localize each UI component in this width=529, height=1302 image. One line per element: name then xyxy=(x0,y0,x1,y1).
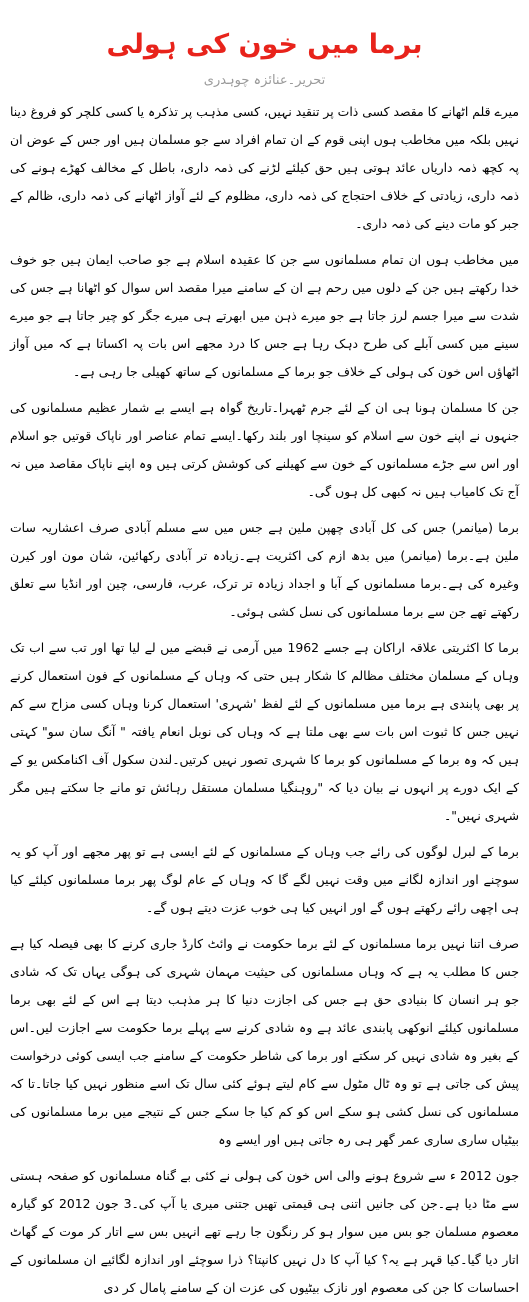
article-paragraph: برما کا اکثریتی علاقہ اراکان ہے جسے 1962 میں آرمی نے قبضے میں لے لیا تھا اور تب سے اب تک وہاں کے مسلمان مختلف مظالم کا شکار ہیں حتی کہ وہاں کے مسلمانوں کے فون استعمال کرنے پر بھی پابندی ہے برما میں مسلمانوں کے لئے لفظ 'شہری' استعمال کرنا وہاں کسی مزاح سے کم نہیں جس کا ثبوت اس بات سے بھی ملتا ہے کہ وہاں کی نوبل انعام یافتہ " آنگ سان سو" کہتی ہیں کہ وہ برما کے مسلمانوں کو برما کا شہری تصور نہیں کرتیں۔لندن سکول آف اکنامکس یو کے کے ایک دورے پر انہوں نے بیان دیا کہ "روہنگیا مسلمان مستقل رہائش تو مانے جا سکتے ہیں مگر شہری نہیں"۔ xyxy=(10,640,519,823)
article-paragraph: صرف اتنا نہیں برما مسلمانوں کے لئے برما حکومت نے وائٹ کارڈ جاری کرنے کا بھی فیصلہ کیا ہے جس کا مطلب یہ ہے کہ وہاں مسلمانوں کی حیثیت مہمان شہری کی ہوگی یہاں تک کہ شادی جو ہر انسان کا بنیادی حق ہے جس کی اجازت دنیا کا ہر مذہب دیتا ہے اس کے لئے بھی برما مسلمانوں کیلئے انوکھی پابندی عائد ہے وہ شادی کرنے سے پہلے برما حکومت سے اجازت لیں۔اس کے بغیر وہ شادی نہیں کر سکتے اور برما کی شاطر حکومت کے سامنے جب ایسی کوئی درخواست پیش کی جاتی ہے تو وہ ٹال مٹول سے کام لیتے ہوئے کئی سال تک اسے منظور نہیں کیا جاتا۔تا کہ مسلمانوں کی نسل کشی ہو سکے اس کو کم کیا جا سکے جس کے نتیجے میں برما مسلمانوں کی بیٹیاں ساری ساری عمر گھر ہی رہ جاتی ہیں اور ایسے وہ xyxy=(10,936,519,1147)
article-paragraph: برما کے لبرل لوگوں کی رائے جب وہاں کے مسلمانوں کے لئے ایسی ہے تو پھر مجھے اور آپ کو یہ سوچنے اور اندازہ لگانے میں وقت نہیں لگے گا کہ وہاں کے عام لوگ پھر برما مسلمانوں کیلئے کیا ہی اچھی رائے رکھتے ہوں گے اور انہیں کیا ہی خوب عزت دیتے ہوں گے۔ xyxy=(10,844,519,915)
article-paragraph: برما (میانمر) جس کی کل آبادی چھپن ملین ہے جس میں سے مسلم آبادی صرف اعشاریہ سات ملین ہے۔برما (میانمر) میں بدھ ازم کی اکثریت ہے۔زیادہ تر آبادی رکھائین، شان مون اور کیرن وغیرہ کی ہے۔برما مسلمانوں کے آبا و اجداد زیادہ تر ترک، عرب، فارسی، چین اور انڈیا سے تعلق رکھتے تھے جن سے برما مسلمانوں کی نسل کشی ہوئی۔ xyxy=(10,520,519,619)
article-byline: تحریر۔عنائزہ چوہدری xyxy=(203,73,326,88)
article-paragraph: جون 2012 ء سے شروع ہونے والی اس خون کی ہولی نے کئی بے گناہ مسلمانوں کو صفحہ ہستی سے مٹا دیا ہے۔جن کی جانیں اتنی ہی قیمتی تھیں جتنی میری یا آپ کی۔3 جون 2012 کو گیارہ معصوم مسلمان جو بس میں سوار ہو کر رنگون جا رہے تھے انہیں بس سے اتار کر موت کے گھاٹ اتار دیا گیا۔کیا قہر ہے یہ؟ کیا آپ کا دل نہیں کانپتا؟ ذرا سوچئے اور اندازہ لگائیے ان مسلمانوں کے احساسات کا جن کی معصوم اور نازک بیٹیوں کی عزت ان کے سامنے پامال کر دی xyxy=(10,1168,519,1295)
article-paragraph: میرے قلم اٹھانے کا مقصد کسی ذات پر تنقید نہیں، کسی مذہب پر تذکرہ یا کسی کلچر کو فروغ دینا نہیں بلکہ میں مخاطب ہوں اپنی قوم کے ان تمام افراد سے جو مسلمان ہیں اور جس کے عوض ان پہ کچھ ذمہ داریاں عائد ہوتی ہیں حق کیلئے لڑنے کی ذمہ داری، باطل کے مخالف کھڑے ہونے کی ذمہ داری، زیادتی کے خلاف احتجاج کی ذمہ داری، مظلوم کے لئے آواز اٹھانے کی ذمہ داری، ظالم کے جبر کو مات دینے کی ذمہ داری۔ xyxy=(10,104,519,231)
article-title: برما میں خون کی ہولی xyxy=(106,29,423,60)
article-paragraph: میں مخاطب ہوں ان تمام مسلمانوں سے جن کا عقیدہ اسلام ہے جو صاحب ایمان ہیں جو خوف خدا رکھتے ہیں جن کے دلوں میں رحم ہے ان کے سامنے میرا مقصد اس سوال کو اٹھانا ہے جس کی شدت سے میرا جسم لرز جاتا ہے جو میرے ذہن میں ابھرتے ہی میرے جگر کو چیر جاتا ہے جو میرے سینے میں کسی آبلے کی طرح دہک رہا ہے جس کا درد مجھے اس بات پہ اکساتا ہے کہ میں آواز اٹھاؤں اس خون کی ہولی کے خلاف جو برما کے مسلمانوں کے ساتھ کھیلی جا رہی ہے۔ xyxy=(10,252,519,379)
article-paragraph: جن کا مسلمان ہونا ہی ان کے لئے جرم ٹھہرا۔تاریخ گواہ ہے ایسے بے شمار عظیم مسلمانوں کی جنہوں نے اپنے خون سے اسلام کو سینچا اور بلند رکھا۔ایسے تمام عناصر اور ناپاک قوتیں جو اسلام اور اس سے جڑے مسلمانوں کے خون سے کھیلنے کی کوشش کرتی ہیں وہ اپنے ناپاک مقاصد میں نہ آج تک کامیاب ہیں نہ کبھی کل ہوں گی۔ xyxy=(10,400,519,499)
article-body xyxy=(10,98,519,1302)
